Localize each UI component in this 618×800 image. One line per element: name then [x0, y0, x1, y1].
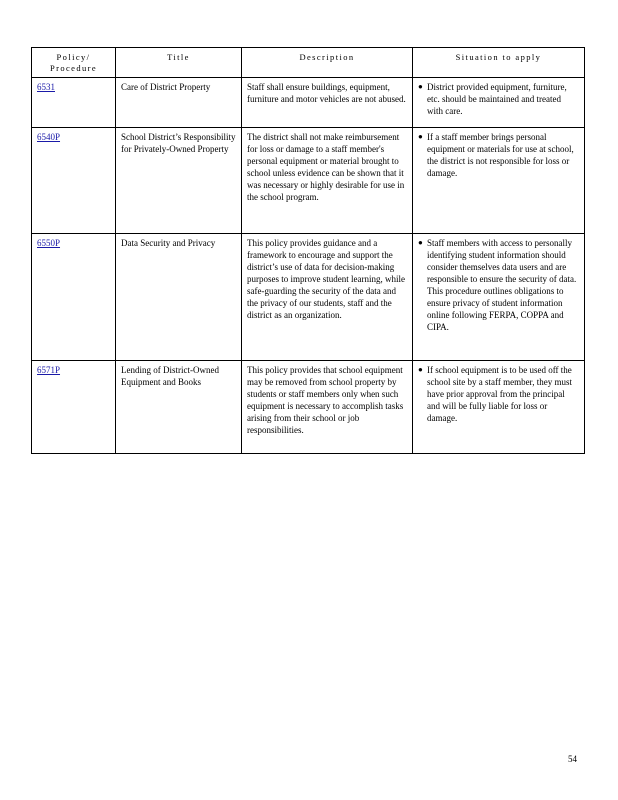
situation-text: If a staff member brings personal equipment or materials for use at school, the district is not responsible for loss or damage.	[427, 132, 574, 178]
policy-cell	[32, 361, 116, 454]
title-cell: Care of District Property	[116, 78, 242, 128]
situation-cell	[413, 361, 585, 454]
header-policy: Policy/ Procedure	[32, 48, 116, 78]
title-cell: Data Security and Privacy	[116, 234, 242, 361]
bullet-icon: ●	[418, 82, 423, 91]
table-body	[32, 78, 585, 454]
situation-cell	[413, 234, 585, 361]
situation-bullet	[418, 131, 579, 179]
table-row	[32, 234, 585, 361]
header-row	[32, 48, 585, 78]
situation-bullet	[418, 81, 579, 117]
policy-link-6531[interactable]: 6531	[37, 82, 55, 92]
header-situation: Situation to apply	[413, 48, 585, 78]
policy-link-6550p[interactable]: 6550P	[37, 238, 61, 248]
situation-bullet	[418, 364, 579, 424]
header-description: Description	[242, 48, 413, 78]
title-cell: School District’s Responsibility for Privately-Owned Property	[116, 128, 242, 234]
policy-cell	[32, 234, 116, 361]
table-row	[32, 128, 585, 234]
situation-text: If school equipment is to be used off the school site by a staff member, they must have prior approval from the principal and will be fully liable for loss or damage.	[427, 365, 572, 423]
bullet-icon: ●	[418, 238, 423, 247]
description-cell: This policy provides that school equipment may be removed from school property by students or staff members only when such equipment is necessary to accomplish tasks arising from their school or job responsibilities.	[242, 361, 413, 454]
situation-text: District provided equipment, furniture, etc. should be maintained and treated with care.	[427, 82, 567, 116]
policy-cell	[32, 128, 116, 234]
situation-bullet	[418, 237, 579, 333]
bullet-icon: ●	[418, 132, 423, 141]
table-row	[32, 361, 585, 454]
policy-link-6571p[interactable]: 6571P	[37, 365, 61, 375]
situation-cell	[413, 78, 585, 128]
situation-text: Staff members with access to personally identifying student information should consider themselves data users and are responsible to ensure the security of data. This procedure outlines obligations to ensure privacy of student information online following FERPA, COPPA and CIPA.	[427, 238, 577, 332]
description-cell: Staff shall ensure buildings, equipment, furniture and motor vehicles are not abused.	[242, 78, 413, 128]
situation-cell	[413, 128, 585, 234]
bullet-icon: ●	[418, 365, 423, 374]
policy-link-6540p[interactable]: 6540P	[37, 132, 61, 142]
policy-cell	[32, 78, 116, 128]
page-number: 54	[568, 754, 577, 764]
description-cell: This policy provides guidance and a framework to encourage and support the district’s use of data for decision-making purposes to improve student learning, while safe-guarding the security of the data and the privacy of our students, staff and the district as an organization.	[242, 234, 413, 361]
policy-table	[31, 47, 585, 454]
title-cell: Lending of District-Owned Equipment and Books	[116, 361, 242, 454]
header-title: Title	[116, 48, 242, 78]
table-row	[32, 78, 585, 128]
table-header	[32, 48, 585, 78]
description-cell: The district shall not make reimbursement for loss or damage to a staff member's personal equipment or material brought to school unless evidence can be shown that it was necessary or highly desirable for use in the school program.	[242, 128, 413, 234]
